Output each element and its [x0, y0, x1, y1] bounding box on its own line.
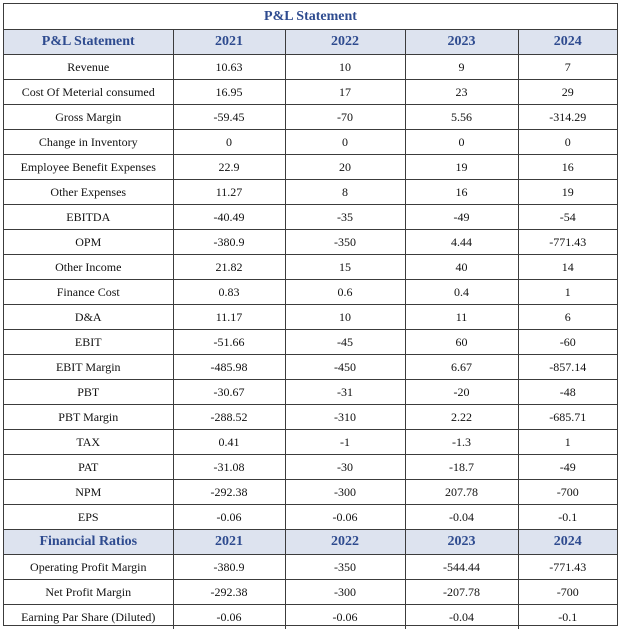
value-cell: 2.22 — [405, 405, 518, 430]
pl-table-row — [4, 180, 617, 205]
value-cell: 0.83 — [173, 280, 285, 305]
value-cell: -380.9 — [173, 230, 285, 255]
pl-table-row — [4, 55, 617, 80]
row-label: Earning Par Share (Diluted) — [4, 605, 173, 629]
value-cell: -48 — [518, 380, 617, 405]
value-cell: -20 — [405, 380, 518, 405]
value-cell: 0.6 — [285, 280, 405, 305]
row-label: D&A — [4, 305, 173, 330]
pl-table-row — [4, 405, 617, 430]
value-cell: 60 — [405, 330, 518, 355]
value-cell: -0.06 — [173, 605, 285, 629]
row-label: Revenue — [4, 55, 173, 80]
value-cell: 1 — [518, 430, 617, 455]
value-cell: 11 — [405, 305, 518, 330]
pl-table-row — [4, 80, 617, 105]
value-cell: 0.4 — [405, 280, 518, 305]
value-cell: 7 — [518, 55, 617, 80]
pl-table-row — [4, 355, 617, 380]
year-header: 2023 — [405, 530, 518, 555]
value-cell: -49 — [518, 455, 617, 480]
row-label: Other Expenses — [4, 180, 173, 205]
row-label: EPS — [4, 505, 173, 530]
pl-table-row — [4, 430, 617, 455]
year-header: 2022 — [285, 30, 405, 55]
row-label: Gross Margin — [4, 105, 173, 130]
value-cell: -0.04 — [405, 605, 518, 629]
value-cell: -30.67 — [173, 380, 285, 405]
value-cell: -350 — [285, 555, 405, 580]
value-cell: -49 — [405, 205, 518, 230]
value-cell: 21.82 — [173, 255, 285, 280]
value-cell: -1.3 — [405, 430, 518, 455]
value-cell: 0.41 — [173, 430, 285, 455]
value-cell: 16 — [518, 155, 617, 180]
value-cell: -485.98 — [173, 355, 285, 380]
value-cell: -310 — [285, 405, 405, 430]
row-label: Finance Cost — [4, 280, 173, 305]
row-label: Change in Inventory — [4, 130, 173, 155]
value-cell: 8 — [285, 180, 405, 205]
row-label: Operating Profit Margin — [4, 555, 173, 580]
row-label: Net Profit Margin — [4, 580, 173, 605]
pl-table-row — [4, 280, 617, 305]
value-cell: 9 — [405, 55, 518, 80]
value-cell: -30 — [285, 455, 405, 480]
ratios-table-row — [4, 555, 617, 580]
section-title: P&L Statement — [4, 30, 173, 55]
value-cell: -700 — [518, 480, 617, 505]
year-header: 2021 — [173, 530, 285, 555]
value-cell: -51.66 — [173, 330, 285, 355]
value-cell: -288.52 — [173, 405, 285, 430]
row-label: TAX — [4, 430, 173, 455]
pl-table-row — [4, 330, 617, 355]
value-cell: -45 — [285, 330, 405, 355]
value-cell: -31.08 — [173, 455, 285, 480]
value-cell: 11.27 — [173, 180, 285, 205]
ratios-table-row — [4, 605, 617, 629]
value-cell: 6 — [518, 305, 617, 330]
value-cell: -54 — [518, 205, 617, 230]
row-label: OPM — [4, 230, 173, 255]
pl-table-row — [4, 205, 617, 230]
pl-table-row — [4, 155, 617, 180]
value-cell: -40.49 — [173, 205, 285, 230]
table-caption: P&L Statement — [4, 4, 617, 30]
value-cell: -300 — [285, 480, 405, 505]
value-cell: -314.29 — [518, 105, 617, 130]
row-label: PAT — [4, 455, 173, 480]
value-cell: -771.43 — [518, 230, 617, 255]
row-label: EBITDA — [4, 205, 173, 230]
value-cell: 0 — [173, 130, 285, 155]
value-cell: 5.56 — [405, 105, 518, 130]
value-cell: -300 — [285, 580, 405, 605]
value-cell: -0.04 — [405, 505, 518, 530]
value-cell: 10 — [285, 55, 405, 80]
row-label: EBIT — [4, 330, 173, 355]
financial-table-body — [4, 30, 617, 629]
row-label: PBT — [4, 380, 173, 405]
value-cell: 17 — [285, 80, 405, 105]
pl-table-row — [4, 130, 617, 155]
pl-table-row — [4, 505, 617, 530]
ratios-table-row — [4, 580, 617, 605]
pl-statement-container — [3, 3, 618, 626]
value-cell: -0.06 — [285, 605, 405, 629]
value-cell: 16 — [405, 180, 518, 205]
pl-table-row — [4, 480, 617, 505]
value-cell: -857.14 — [518, 355, 617, 380]
value-cell: -292.38 — [173, 480, 285, 505]
pl-table-row — [4, 455, 617, 480]
value-cell: -380.9 — [173, 555, 285, 580]
pl-table-row — [4, 105, 617, 130]
ratios-header-row — [4, 530, 617, 555]
value-cell: 1 — [518, 280, 617, 305]
value-cell: -450 — [285, 355, 405, 380]
pl-table-row — [4, 380, 617, 405]
value-cell: 15 — [285, 255, 405, 280]
pl-table-row — [4, 255, 617, 280]
row-label: NPM — [4, 480, 173, 505]
value-cell: -544.44 — [405, 555, 518, 580]
value-cell: 0 — [285, 130, 405, 155]
row-label: Other Income — [4, 255, 173, 280]
value-cell: -18.7 — [405, 455, 518, 480]
pl-table-row — [4, 305, 617, 330]
value-cell: 207.78 — [405, 480, 518, 505]
value-cell: 0 — [405, 130, 518, 155]
value-cell: 19 — [518, 180, 617, 205]
value-cell: 19 — [405, 155, 518, 180]
value-cell: -771.43 — [518, 555, 617, 580]
year-header: 2024 — [518, 30, 617, 55]
value-cell: 22.9 — [173, 155, 285, 180]
value-cell: -207.78 — [405, 580, 518, 605]
row-label: PBT Margin — [4, 405, 173, 430]
section-title: Financial Ratios — [4, 530, 173, 555]
value-cell: -59.45 — [173, 105, 285, 130]
value-cell: -350 — [285, 230, 405, 255]
value-cell: 20 — [285, 155, 405, 180]
value-cell: -31 — [285, 380, 405, 405]
value-cell: 16.95 — [173, 80, 285, 105]
value-cell: 6.67 — [405, 355, 518, 380]
pl-header-row — [4, 30, 617, 55]
value-cell: -0.06 — [173, 505, 285, 530]
value-cell: -70 — [285, 105, 405, 130]
year-header: 2022 — [285, 530, 405, 555]
value-cell: -0.1 — [518, 605, 617, 629]
row-label: Cost Of Meterial consumed — [4, 80, 173, 105]
value-cell: -292.38 — [173, 580, 285, 605]
value-cell: 10 — [285, 305, 405, 330]
value-cell: -35 — [285, 205, 405, 230]
row-label: Employee Benefit Expenses — [4, 155, 173, 180]
value-cell: -685.71 — [518, 405, 617, 430]
value-cell: 29 — [518, 80, 617, 105]
year-header: 2024 — [518, 530, 617, 555]
year-header: 2023 — [405, 30, 518, 55]
value-cell: 40 — [405, 255, 518, 280]
value-cell: -1 — [285, 430, 405, 455]
financial-table — [4, 30, 617, 629]
value-cell: -60 — [518, 330, 617, 355]
pl-table-row — [4, 230, 617, 255]
value-cell: 23 — [405, 80, 518, 105]
value-cell: 10.63 — [173, 55, 285, 80]
value-cell: 0 — [518, 130, 617, 155]
value-cell: -700 — [518, 580, 617, 605]
value-cell: -0.1 — [518, 505, 617, 530]
row-label: EBIT Margin — [4, 355, 173, 380]
value-cell: -0.06 — [285, 505, 405, 530]
value-cell: 11.17 — [173, 305, 285, 330]
value-cell: 14 — [518, 255, 617, 280]
year-header: 2021 — [173, 30, 285, 55]
value-cell: 4.44 — [405, 230, 518, 255]
